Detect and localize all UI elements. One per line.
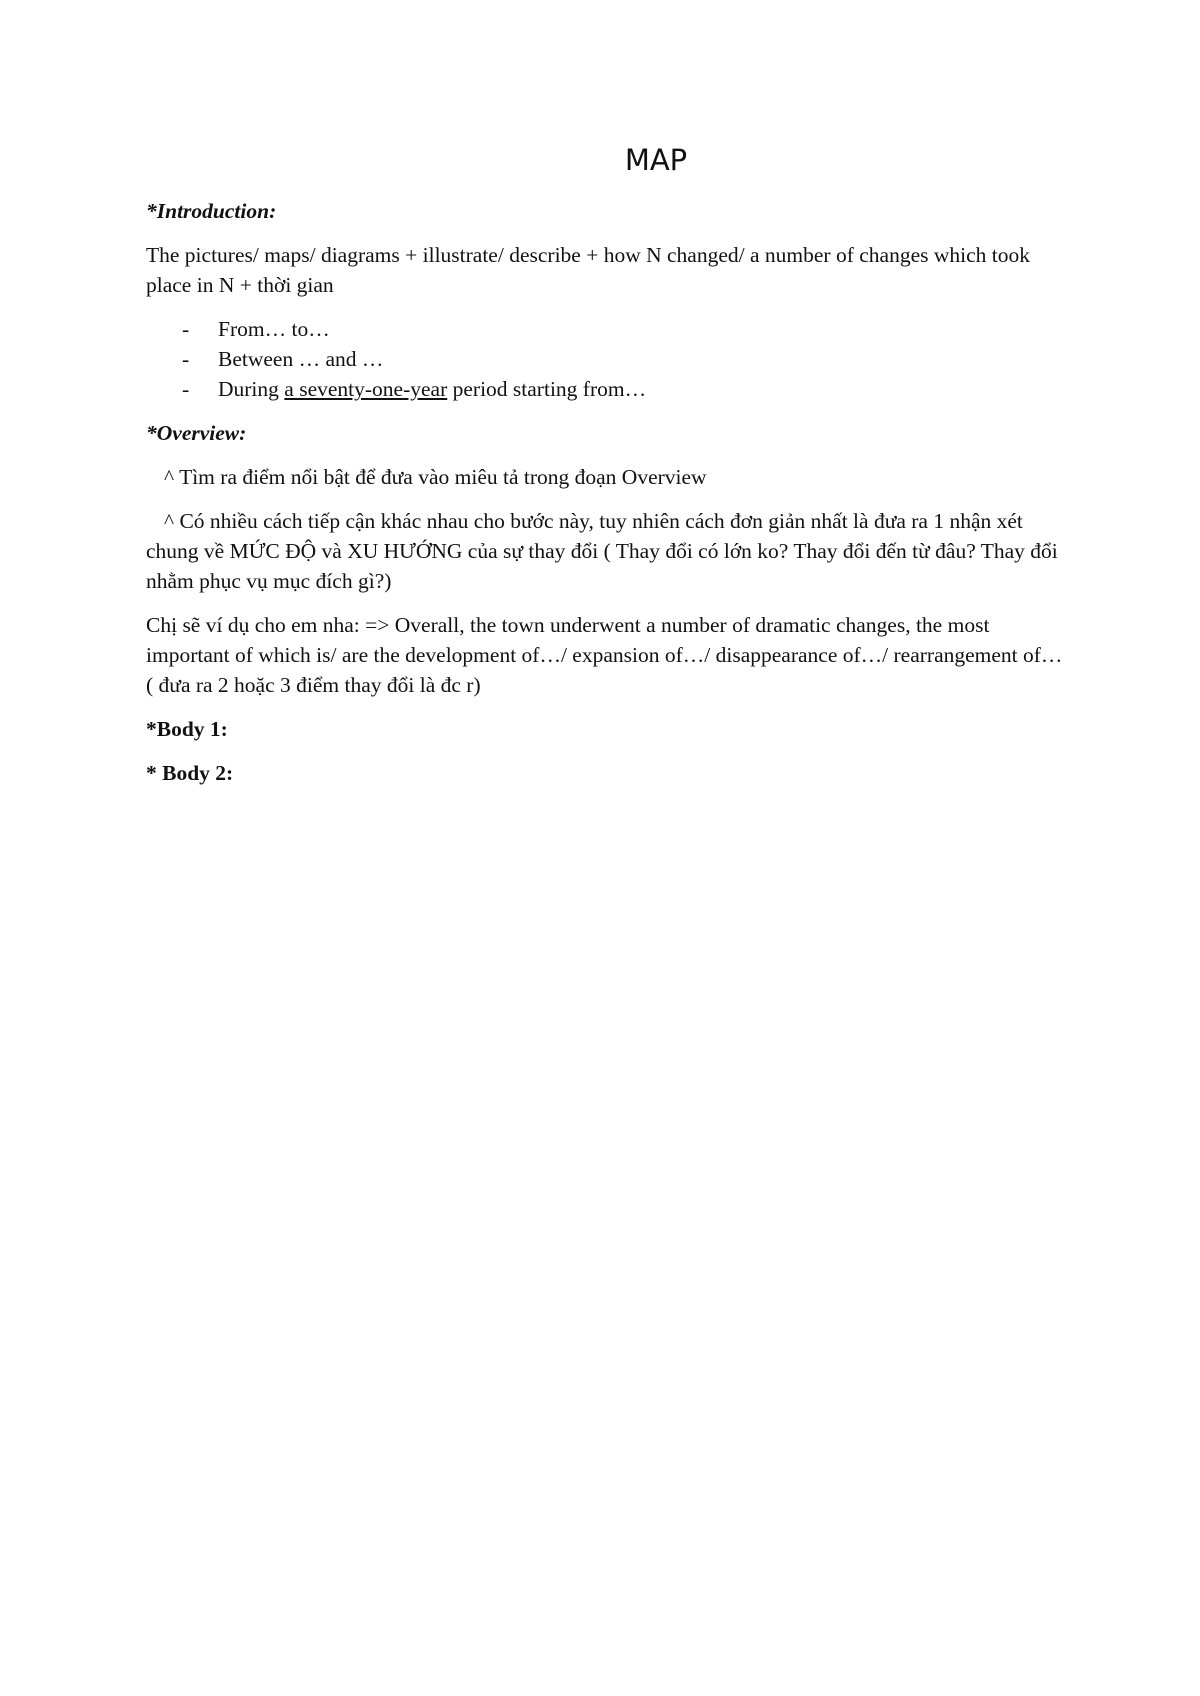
list-item <box>146 374 1066 404</box>
document-title: MAP <box>624 143 688 177</box>
introduction-heading: *Introduction: <box>146 199 277 223</box>
introduction-time-list <box>146 314 1066 404</box>
overview-heading: *Overview: <box>146 421 247 445</box>
list-dash: - <box>182 347 190 371</box>
document-page <box>146 140 1066 802</box>
list-item <box>146 344 1066 374</box>
introduction-paragraph: The pictures/ maps/ diagrams + illustrate/ describe + how N changed/ a number of changes which took place in N + thời gian <box>146 243 1030 297</box>
list-item-underlined-text: a seventy-one-year <box>284 377 448 401</box>
list-item-text: Between … and … <box>218 347 384 371</box>
list-item-suffix: period starting from… <box>447 377 647 401</box>
overview-example: Chị sẽ ví dụ cho em nha: => Overall, the town underwent a number of dramatic changes, the most important of which is/ are the development of…/ expansion of…/ disappearance of…/ rearrangement of… ( đưa ra 2 hoặc 3 điểm thay đổi là đc r) <box>146 613 1063 697</box>
overview-point-1: ^ Tìm ra điểm nổi bật để đưa vào miêu tả trong đoạn Overview <box>164 465 707 489</box>
body-1-heading: *Body 1: <box>146 717 228 741</box>
list-item-text: During <box>218 377 285 401</box>
list-dash: - <box>182 377 190 401</box>
list-dash: - <box>182 317 190 341</box>
overview-point-2 <box>146 506 1066 596</box>
body-2-heading: * Body 2: <box>146 761 234 785</box>
overview-point-2-text: ^ Có nhiều cách tiếp cận khác nhau cho bước này, tuy nhiên cách đơn giản nhất là đưa ra 1 nhận xét chung về MỨC ĐỘ và XU HƯỚNG của sự thay đổi ( Thay đổi có lớn ko? Thay đổi đến từ đâu? Thay đổi nhằm phục vụ mục đích gì?) <box>146 509 1058 593</box>
list-item <box>146 314 1066 344</box>
list-item-text: From… to… <box>218 317 330 341</box>
